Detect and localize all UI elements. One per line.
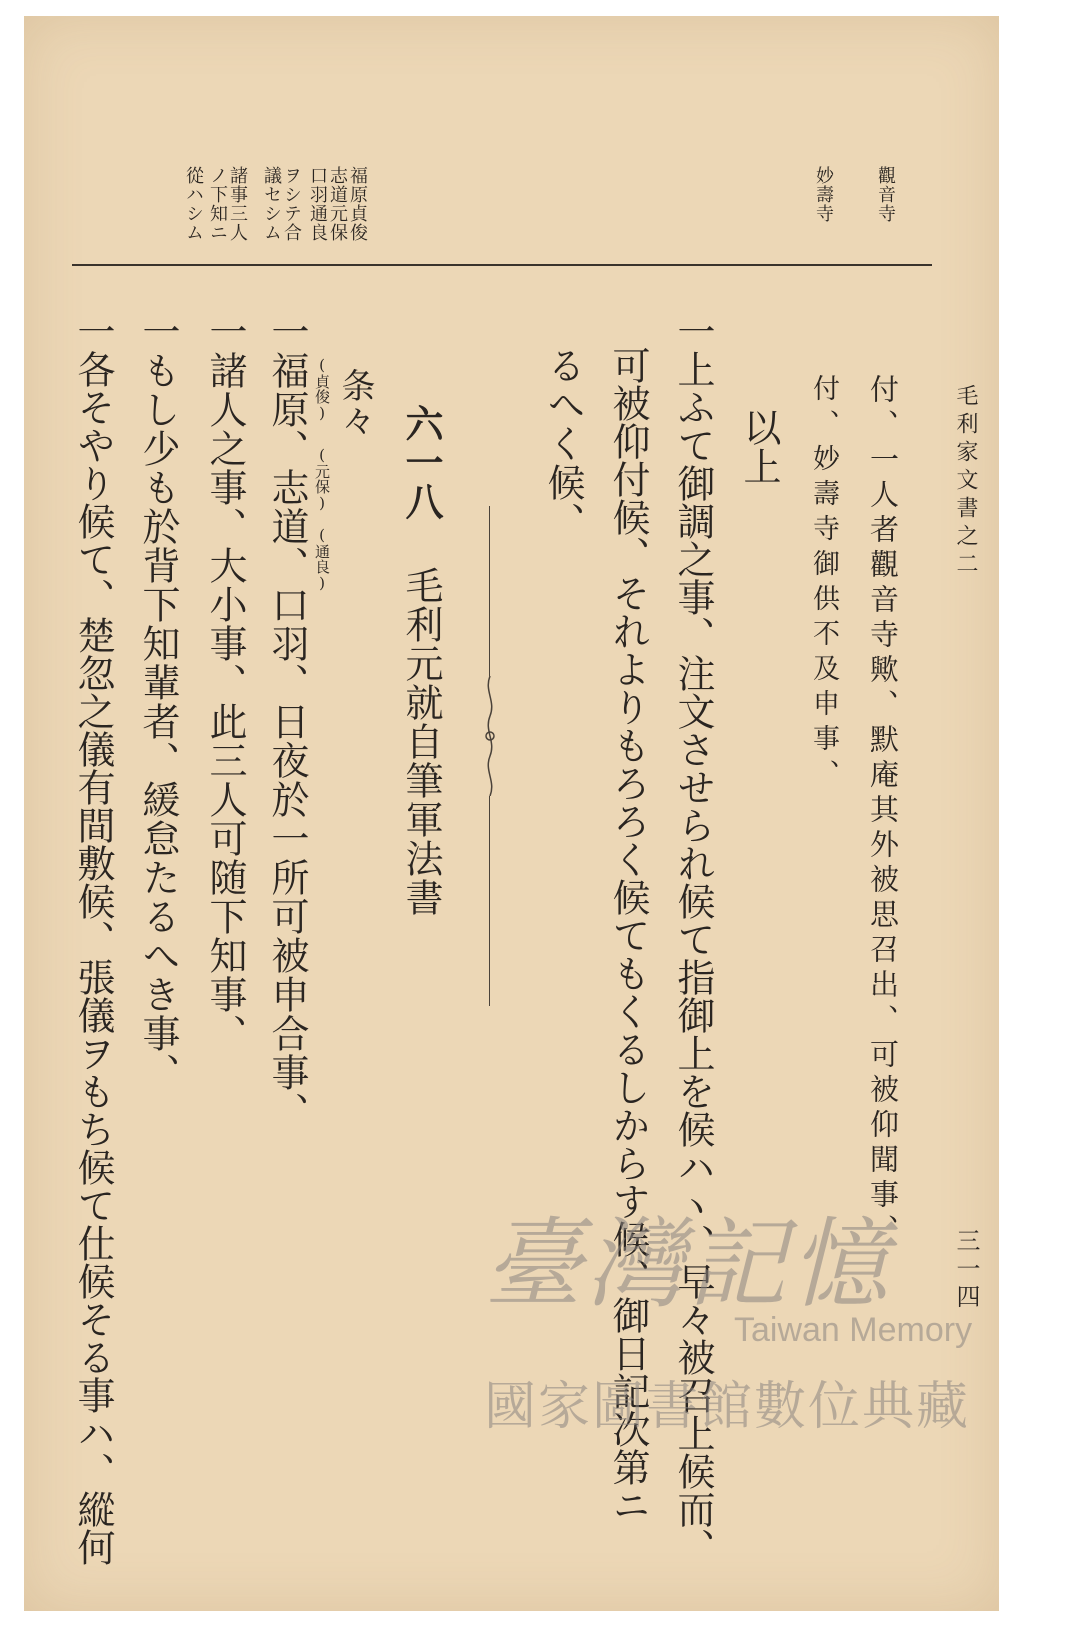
body-line: 一上ふて御調之事、注文させられ候て指御上を候ハヽ、早々被召上候而、 <box>671 312 715 1566</box>
header-note-line: ノ下知ニ <box>207 166 228 242</box>
interlinear-note: (貞俊) <box>313 356 331 422</box>
header-note-kannonji: 觀音寺 <box>875 166 896 223</box>
interlinear-note: (元保) <box>313 446 331 512</box>
header-note-line: ヲシテ合 <box>281 166 302 242</box>
body-line: 以上 <box>737 408 781 486</box>
section-subtitle: 条々 <box>335 368 375 438</box>
body-line: 付、一人者觀音寺歟、默庵其外被思召出、可被仰聞事、 <box>866 374 900 1249</box>
running-title: 毛利家文書之二 <box>953 384 978 580</box>
article-3: 一もし少も於背下知輩者、緩怠たるへき事、 <box>136 312 180 1092</box>
header-rule <box>72 264 932 266</box>
watermark <box>464 1186 974 1446</box>
section-number: 六一八 <box>399 404 444 521</box>
header-note-line: 諸事三人 <box>227 166 248 242</box>
section-divider <box>489 506 491 1006</box>
article-4: 一各そやり候て、楚忽之儀有間敷候、張儀ヲもち候て仕候そる事ハ、縱何 <box>71 312 115 1566</box>
watermark-english: Taiwan Memory <box>734 1311 973 1349</box>
header-note-line: 議セシム <box>261 166 282 242</box>
body-line: るへく候、 <box>541 346 585 541</box>
interlinear-note: (通良) <box>313 526 331 592</box>
header-note-line: 志道元保 <box>327 166 348 242</box>
header-note-line: 從ハシム <box>183 166 204 242</box>
watermark-subtitle: 國家圖書館數位典藏 <box>484 1378 971 1436</box>
header-note-line: 福原貞俊 <box>347 166 368 242</box>
article-1: 一福原、志道、口羽、日夜於一所可被申合事、 <box>265 312 309 1131</box>
article-2: 一諸人之事、大小事、此三人可随下知事、 <box>203 312 247 1053</box>
header-note-line: 口羽通良 <box>307 166 328 242</box>
header-note-myojuji: 妙壽寺 <box>813 166 834 223</box>
body-line: 付、妙壽寺御供不及申事、 <box>808 374 839 794</box>
section-title: 毛利元就自筆軍法書 <box>399 566 443 917</box>
body-line: 可被仰付候、それよりもろろく候てもくるしからす候、御日記次第ニ <box>606 346 650 1524</box>
ornament-icon <box>481 676 499 796</box>
document-page <box>24 16 999 1611</box>
watermark-calligraphy: 臺灣記憶 <box>484 1208 893 1322</box>
page-number: 三一四 <box>952 1228 980 1312</box>
